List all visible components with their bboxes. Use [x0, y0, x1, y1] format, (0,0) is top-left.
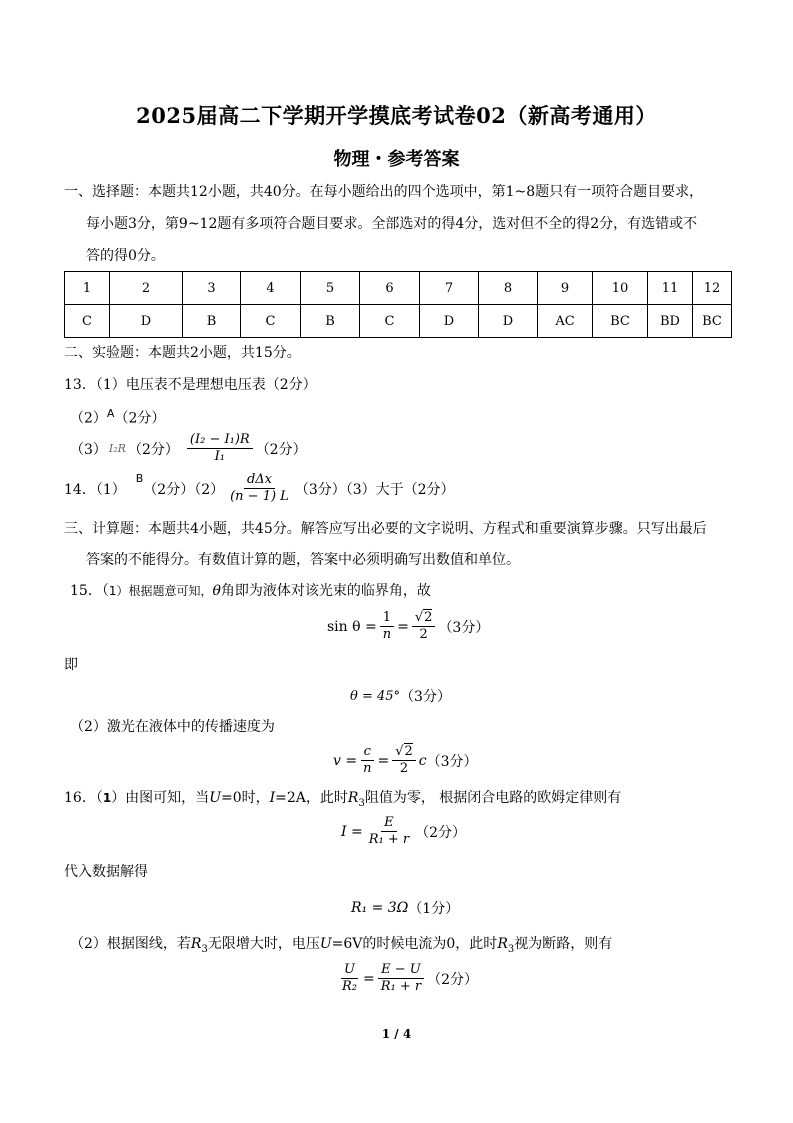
q15-equation2	[350, 686, 451, 706]
fraction-numerator: √2	[412, 610, 436, 627]
table-cell: 9	[538, 272, 593, 305]
q15-intro-text-b: 角即为液体对该光束的临界角，故	[220, 583, 431, 599]
q16-text-d: 阻值为零， 根据闭合电路的欧姆定律则有	[364, 790, 622, 806]
q16-equation3	[336, 962, 478, 995]
table-cell: 5	[301, 272, 360, 305]
q16-daiiru: 代入数据解得	[64, 864, 148, 880]
sqrt-radicand: 2	[404, 744, 413, 759]
table-cell: 2	[110, 272, 183, 305]
q16-part2-R3-sub: 3	[201, 943, 208, 955]
q14-score2: （3分）（3）大于（2分）	[294, 481, 455, 498]
q16-text-a: ）由图可知，当	[111, 790, 210, 806]
eq-body: θ = 45°	[350, 688, 401, 704]
q13-part3-fraction	[187, 432, 253, 465]
sqrt-radicand: 2	[424, 610, 433, 625]
table-cell: 11	[648, 272, 693, 305]
q13-part3-prefix: （3）	[70, 441, 107, 458]
fraction-numerator: dΔx	[244, 472, 275, 489]
fraction-numerator: E − U	[378, 962, 424, 979]
eq-lhs: I =	[341, 823, 363, 840]
table-cell: C	[65, 305, 110, 338]
table-cell: C	[360, 305, 420, 338]
section1-line3: 答的得0分。	[86, 248, 165, 264]
q16-part2	[70, 934, 612, 960]
eq-fraction2	[412, 610, 436, 643]
section1-line2: 每小题3分，第9~12题有多项符合题目要求。全部选对的得4分，选对但不全的得2分，有选错或不	[86, 216, 698, 232]
eq-fraction2	[392, 744, 416, 777]
fraction-numerator: E	[381, 815, 397, 832]
fraction-numerator: c	[361, 744, 374, 761]
q16-part2-U: U	[319, 936, 332, 952]
table-cell: 12	[693, 272, 732, 305]
q16-equation2	[351, 898, 459, 918]
eq-fraction1	[380, 610, 394, 643]
table-cell: D	[479, 305, 538, 338]
table-cell: C	[241, 305, 301, 338]
q16-equation1	[341, 815, 466, 848]
eq-equals: =	[377, 752, 390, 769]
q15-part-label: 1	[108, 584, 117, 598]
q14	[64, 472, 455, 505]
eq-lhs: v =	[333, 752, 358, 769]
q16-part2-text-b: 无限增大时，电压	[207, 936, 320, 952]
eq-fraction1	[360, 744, 374, 777]
eq-body: R₁ = 3Ω	[351, 900, 409, 916]
q14-fraction	[227, 472, 292, 505]
fraction-denominator: 2	[419, 627, 428, 642]
q14-prefix: 14．（1）	[64, 481, 126, 498]
eq-score: （1分）	[408, 901, 460, 917]
eq-equals: =	[363, 970, 375, 987]
table-cell: 6	[360, 272, 420, 305]
table-cell: 3	[183, 272, 241, 305]
table-cell: 10	[593, 272, 648, 305]
table-cell: BD	[648, 305, 693, 338]
q16-I: I	[269, 790, 276, 806]
q16-text-b: =0时，	[221, 790, 270, 806]
fraction-denominator: R₁ + r	[380, 979, 422, 994]
eq-equals: =	[397, 618, 409, 635]
q14-answer1: B	[135, 472, 144, 485]
answer-table-answer-row	[65, 305, 732, 338]
q14-score1: （2分）（2）	[143, 481, 225, 498]
table-cell: AC	[538, 305, 593, 338]
q16-part2-text-d: 视为断路，则有	[514, 936, 613, 952]
fraction-numerator: 1	[380, 610, 394, 627]
table-cell: 1	[65, 272, 110, 305]
table-cell: 7	[420, 272, 479, 305]
q15-intro-text-a: ）根据题意可知，	[116, 584, 213, 598]
section3-line1: 三、计算题：本题共4小题，共45分。解答应写出必要的文字说明、方程式和重要演算步骤。只写出最后	[64, 521, 707, 537]
q15-number: 15．（	[70, 583, 109, 599]
q15-part2: （2）激光在液体中的传播速度为	[70, 719, 275, 735]
q13-part3	[70, 432, 307, 465]
q13-part2-answer: A	[106, 407, 115, 420]
eq-fraction1	[339, 962, 360, 995]
eq-fraction2	[378, 962, 424, 995]
section3-line2: 答案的不能得分。有数值计算的题，答案中必须明确写出数值和单位。	[86, 552, 520, 568]
eq-fraction	[366, 815, 412, 848]
q16-U: U	[209, 790, 221, 806]
fraction-denominator: (n − 1) L	[230, 489, 289, 504]
q13-part2-prefix: （2）	[70, 410, 107, 427]
q15-theta: θ	[212, 583, 221, 599]
q16-intro	[64, 788, 621, 814]
table-cell: BC	[693, 305, 732, 338]
q16-text-c: =2A，此时	[275, 790, 348, 806]
fraction-denominator: n	[382, 627, 392, 642]
q16-part2-text-c: =6V的时候电流为0，此时	[331, 936, 498, 952]
q16-R3-sub: 3	[358, 797, 365, 809]
q13-part2	[70, 404, 165, 429]
section1-line1: 一、选择题：本题共12小题，共40分。在每小题给出的四个选项中，第1~8题只有一项符合题目要求，	[64, 184, 704, 200]
eq-c: c	[418, 752, 427, 769]
table-cell: B	[183, 305, 241, 338]
eq-score: （2分）	[427, 971, 479, 988]
page-number: 1 / 4	[381, 1027, 412, 1041]
fraction-denominator: R₂	[342, 979, 357, 994]
q15-equation3	[333, 744, 478, 777]
table-cell: BC	[593, 305, 648, 338]
fraction-denominator: n	[363, 761, 372, 776]
q13-part3-score2: （2分）	[255, 441, 307, 458]
q16-R3: R	[347, 790, 359, 806]
q16-part2-R3b-sub: 3	[507, 943, 515, 955]
answer-table	[64, 271, 732, 338]
table-cell: 8	[479, 272, 538, 305]
table-cell: B	[301, 305, 360, 338]
table-cell: D	[110, 305, 183, 338]
fraction-numerator: (I₂ − I₁)R	[187, 432, 253, 449]
table-cell: D	[420, 305, 479, 338]
fraction-numerator: U	[341, 962, 358, 979]
q16-part-label: 1	[102, 791, 112, 805]
q13-part2-score: （2分）	[114, 410, 166, 427]
table-cell: 4	[241, 272, 301, 305]
eq-lhs: sin θ =	[327, 618, 377, 635]
q15-ji: 即	[64, 657, 78, 673]
fraction-numerator: √2	[392, 744, 416, 761]
q13-part1: 13．（1）电压表不是理想电压表（2分）	[64, 377, 317, 393]
eq-score: （2分）	[415, 824, 467, 841]
eq-score: （3分）	[400, 689, 451, 705]
q16-part2-R3: R	[190, 936, 202, 952]
page-subtitle: 物理・参考答案	[333, 149, 460, 170]
eq-score: （3分）	[426, 753, 478, 770]
eq-score: （3分）	[438, 619, 490, 636]
answer-table-number-row	[65, 272, 732, 305]
q16-part2-text-a: （2）根据图线，若	[70, 936, 191, 952]
fraction-denominator: 2	[399, 761, 409, 776]
q16-number: 16．（	[64, 790, 103, 806]
q15-equation1	[327, 610, 489, 643]
fraction-denominator: R₁ + r	[368, 832, 410, 847]
q13-part3-answer-a: I₂R	[108, 442, 126, 455]
fraction-denominator: I₁	[214, 449, 225, 464]
page-title: 2025届高二下学期开学摸底考试卷02（新高考通用）	[136, 103, 657, 128]
section2-heading: 二、实验题：本题共2小题，共15分。	[64, 345, 301, 361]
q16-part2-R3b: R	[497, 936, 508, 952]
q13-part3-score1: （2分）	[127, 441, 179, 458]
q15-intro	[70, 581, 431, 601]
